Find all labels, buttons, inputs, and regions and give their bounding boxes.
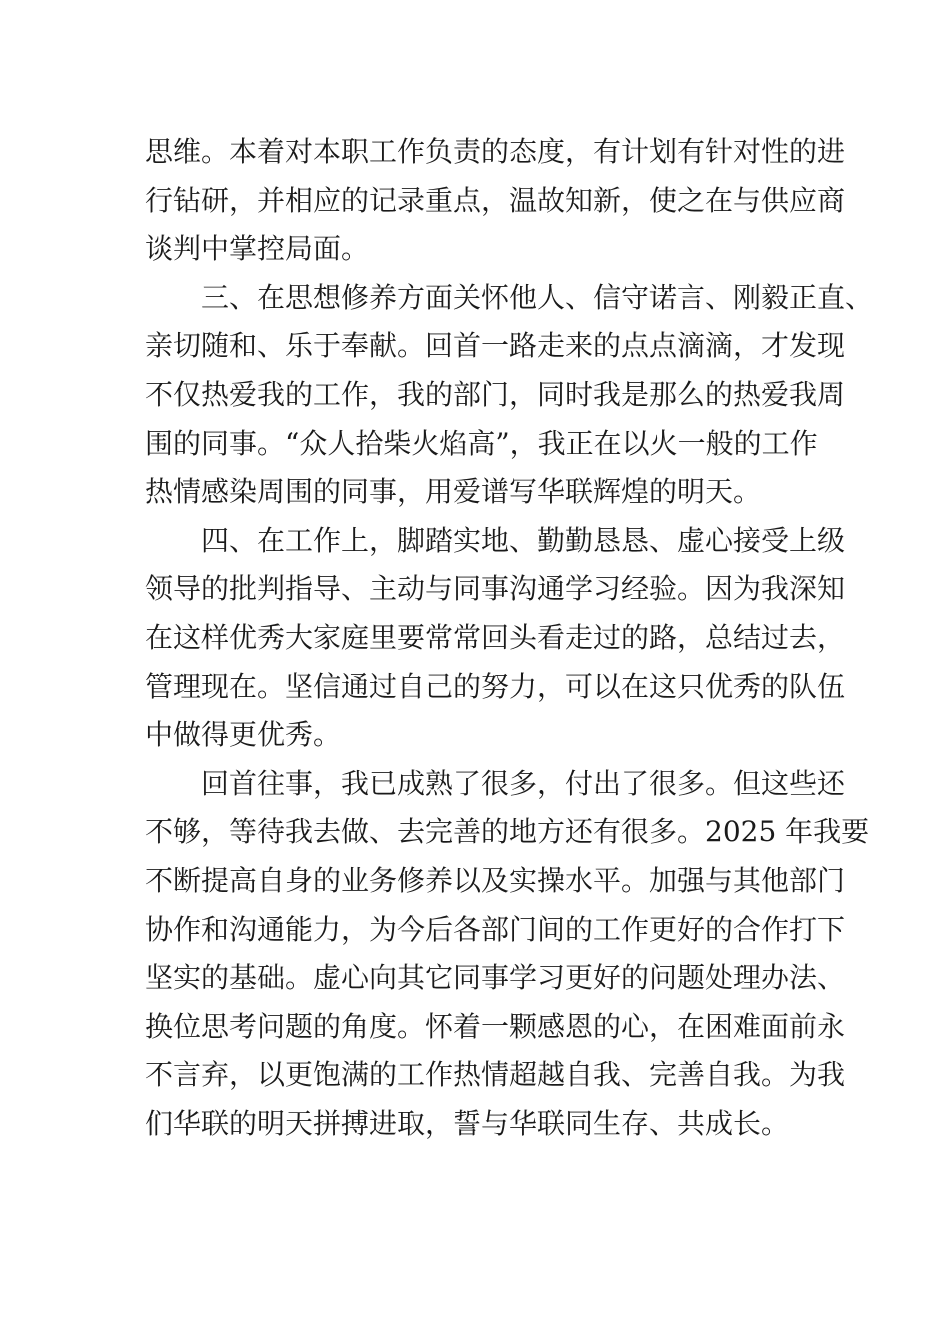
text-line: 坚实的基础。虚心向其它同事学习更好的问题处理办法、 (145, 961, 846, 995)
paragraph-start-line: 四、在工作上，脚踏实地、勤勤恳恳、虚心接受上级 (201, 523, 846, 557)
text-line: 换位思考问题的角度。怀着一颗感恩的心，在困难面前永 (145, 1009, 846, 1043)
text-line: 不够，等待我去做、去完善的地方还有很多。2025 年我要 (145, 815, 870, 849)
text-line: 行钻研，并相应的记录重点，温故知新，使之在与供应商 (145, 183, 846, 217)
text-line: 亲切随和、乐于奉献。回首一路走来的点点滴滴，才发现 (145, 329, 846, 363)
text-line: 不言弃，以更饱满的工作热情超越自我、完善自我。为我 (145, 1058, 846, 1092)
document-body (145, 128, 874, 1148)
text-line: 思维。本着对本职工作负责的态度，有计划有针对性的进 (145, 135, 846, 168)
text-line: 管理现在。坚信通过自己的努力，可以在这只优秀的队伍 (145, 669, 846, 703)
text-line: 协作和沟通能力，为今后各部门间的工作更好的合作打下 (145, 912, 846, 946)
text-line: 在这样优秀大家庭里要常常回头看走过的路，总结过去， (145, 620, 846, 654)
text-line: 不仅热爱我的工作，我的部门，同时我是那么的热爱我周 (145, 377, 846, 411)
paragraph-start-line: 三、在思想修养方面关怀他人、信守诺言、刚毅正直、 (201, 280, 874, 314)
paragraph-start-line: 回首往事，我已成熟了很多，付出了很多。但这些还 (201, 766, 846, 800)
text-line: 围的同事。“众人拾柴火焰高”，我正在以火一般的工作 (145, 426, 818, 460)
text-line: 热情感染周围的同事，用爱谱写华联辉煌的明天。 (145, 475, 762, 509)
text-line: 领导的批判指导、主动与同事沟通学习经验。因为我深知 (145, 572, 846, 606)
text-line: 中做得更优秀。 (145, 718, 342, 752)
text-line: 们华联的明天拼搏进取，誓与华联同生存、共成长。 (145, 1106, 790, 1140)
text-line: 不断提高自身的业务修养以及实操水平。加强与其他部门 (145, 863, 846, 897)
text-line: 谈判中掌控局面。 (145, 232, 370, 266)
